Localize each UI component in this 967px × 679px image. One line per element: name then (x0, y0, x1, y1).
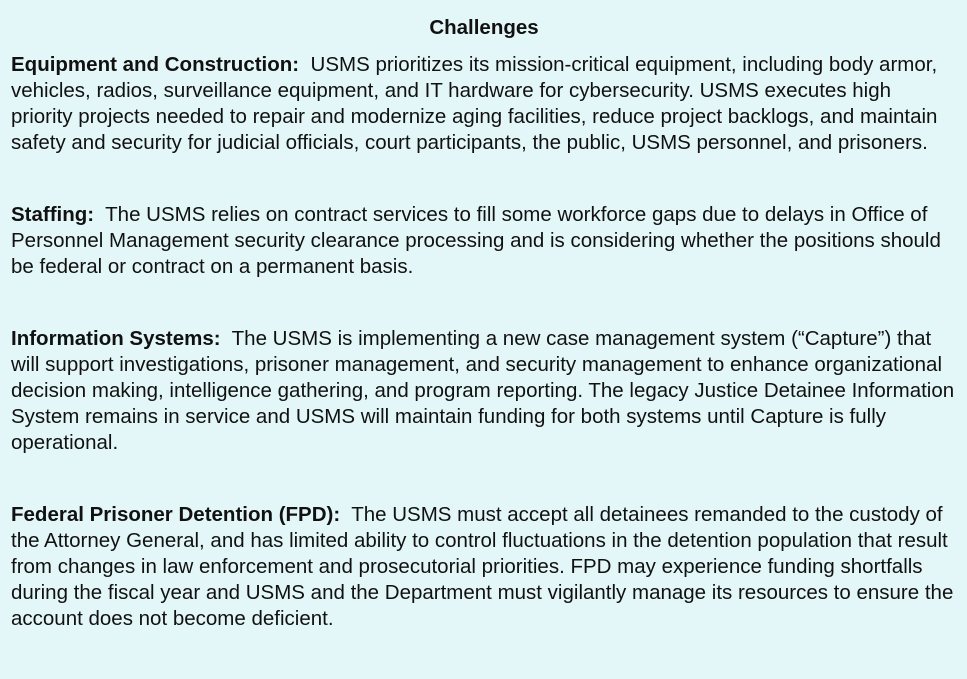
section-staffing (11, 202, 957, 280)
section-body: The USMS relies on contract services to fill some workforce gaps due to delays in Office of Personnel Management security clearance processing and is considering whether the positions should be federal or contract on a permanent basis. (11, 203, 941, 278)
section-federal-prisoner-detention (11, 502, 957, 632)
section-heading: Equipment and Construction: (11, 53, 300, 76)
section-body: The USMS is implementing a new case management system (“Capture”) that will support investigations, prisoner management, and security management to enhance organizational decision making, intelligence gathering, and program reporting. The legacy Justice Detainee Information System remains in service and USMS will maintain funding for both systems until Capture is fully operational. (11, 327, 955, 454)
section-heading: Staffing: (11, 203, 95, 226)
section-heading: Federal Prisoner Detention (FPD): (11, 503, 341, 526)
section-heading: Information Systems: (11, 327, 221, 350)
page-title: Challenges (429, 16, 539, 39)
section-body: USMS prioritizes its mission-critical equipment, including body armor, vehicles, radios, surveillance equipment, and IT hardware for cybersecurity. USMS executes high priority projects needed to repair and modernize aging facilities, reduce project backlogs, and maintain safety and security for judicial officials, court participants, the public, USMS personnel, and prisoners. (11, 53, 938, 154)
section-equipment-construction (11, 52, 957, 156)
section-information-systems (11, 326, 957, 456)
section-body: The USMS must accept all detainees remanded to the custody of the Attorney General, and has limited ability to control fluctuations in the detention population that result from changes in law enforcement and prosecutorial priorities. FPD may experience funding shortfalls during the fiscal year and USMS and the Department must vigilantly manage its resources to ensure the account does not become deficient. (11, 503, 954, 630)
